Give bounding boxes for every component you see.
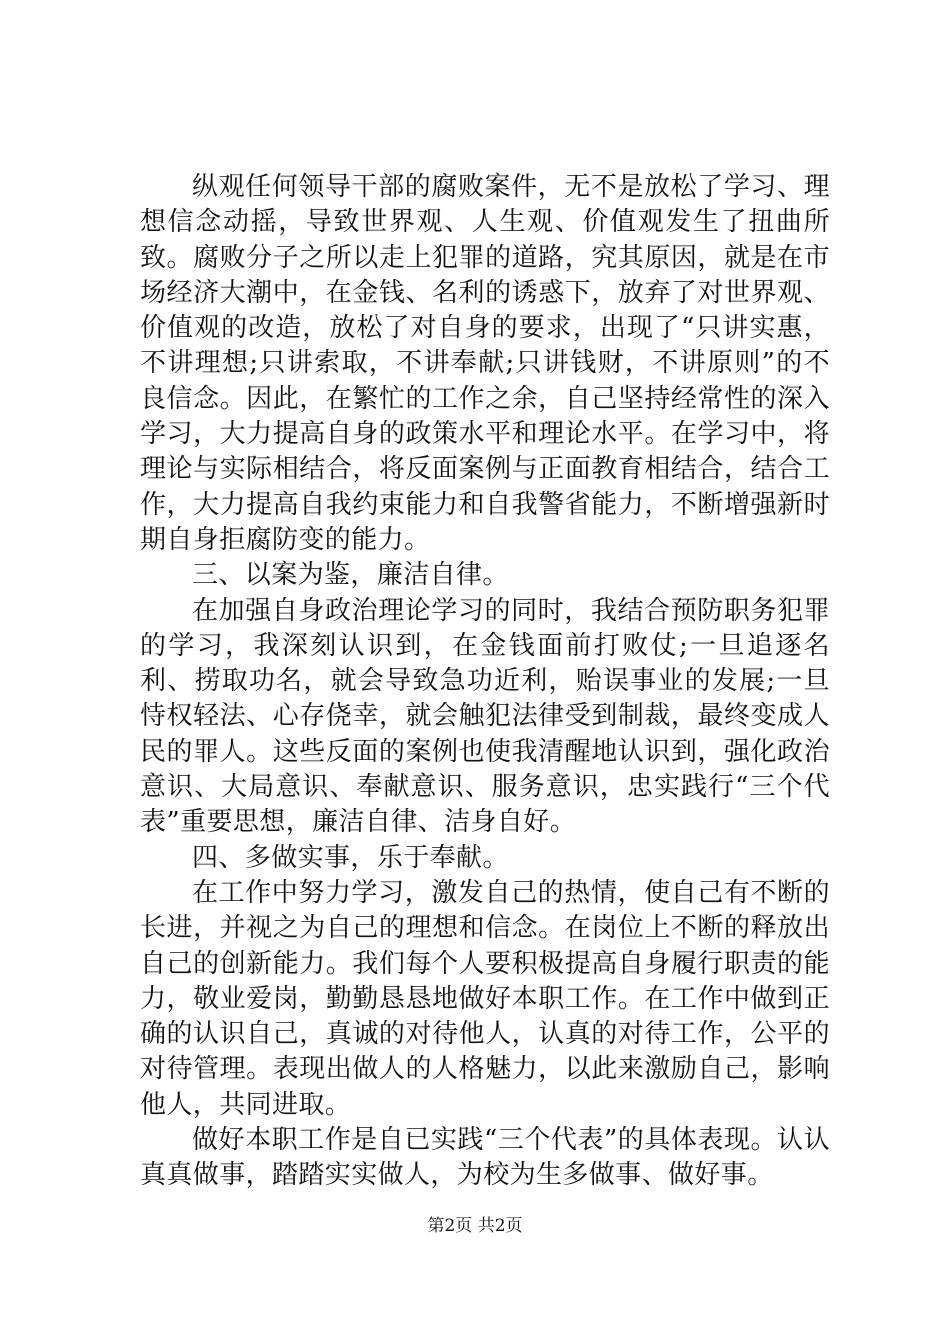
paragraph-corruption-causes: 纵观任何领导干部的腐败案件，无不是放松了学习、理想信念动摇，导致世界观、人生观、价值观发生了扭曲所致。腐败分子之所以走上犯罪的道路，究其原因，就是在市场经济大潮中，在金钱、名利的诱惑下，放弃了对世界观、价值观的改造，放松了对自身的要求，出现了“只讲实惠，不讲理想;只讲索取，不讲奉献;只讲钱财，不讲原则”的不良信念。因此，在繁忙的工作之余，自己坚持经常性的深入学习，大力提高自身的政策水平和理论水平。在学习中，将理论与实际相结合，将反面案例与正面教育相结合，结合工作，大力提高自我约束能力和自我警省能力，不断增强新时期自身拒腐防变的能力。: [140, 172, 830, 555]
section-heading-four: 四、多做实事，乐于奉献。: [192, 842, 509, 873]
section-heading-three: 三、以案为鉴，廉洁自律。: [192, 560, 509, 591]
document-body: [140, 170, 830, 1194]
paragraph-conclusion: 做好本职工作是自已实践“三个代表”的具体表现。认认真真做事，踏踏实实做人，为校为生多做事、做好事。: [140, 1125, 830, 1191]
paragraph-practical-work: 在工作中努力学习，激发自己的热情，使自己有不断的长进，并视之为自己的理想和信念。在岗位上不断的释放出自己的创新能力。我们每个人要积极提高自身履行职责的能力，敬业爱岗，勤勤恳恳地做好本职工作。在工作中做到正确的认识自己，真诚的对待他人，认真的对待工作，公平的对待管理。表现出做人的人格魅力，以此来激励自己，影响他人，共同进取。: [140, 877, 830, 1120]
paragraph-lessons-from-cases: 在加强自身政治理论学习的同时，我结合预防职务犯罪的学习，我深刻认识到，在金钱面前打败仗;一旦追逐名利、捞取功名，就会导致急功近利，贻误事业的发展;一旦恃权轻法、心存侥幸，就会触犯法律受到制裁，最终变成人民的罪人。这些反面的案例也使我清醒地认识到，强化政治意识、大局意识、奉献意识、服务意识，忠实践行“三个代表”重要思想，廉洁自律、洁身自好。: [140, 595, 830, 838]
page-number-footer: 第2页 共2页: [427, 1216, 523, 1236]
